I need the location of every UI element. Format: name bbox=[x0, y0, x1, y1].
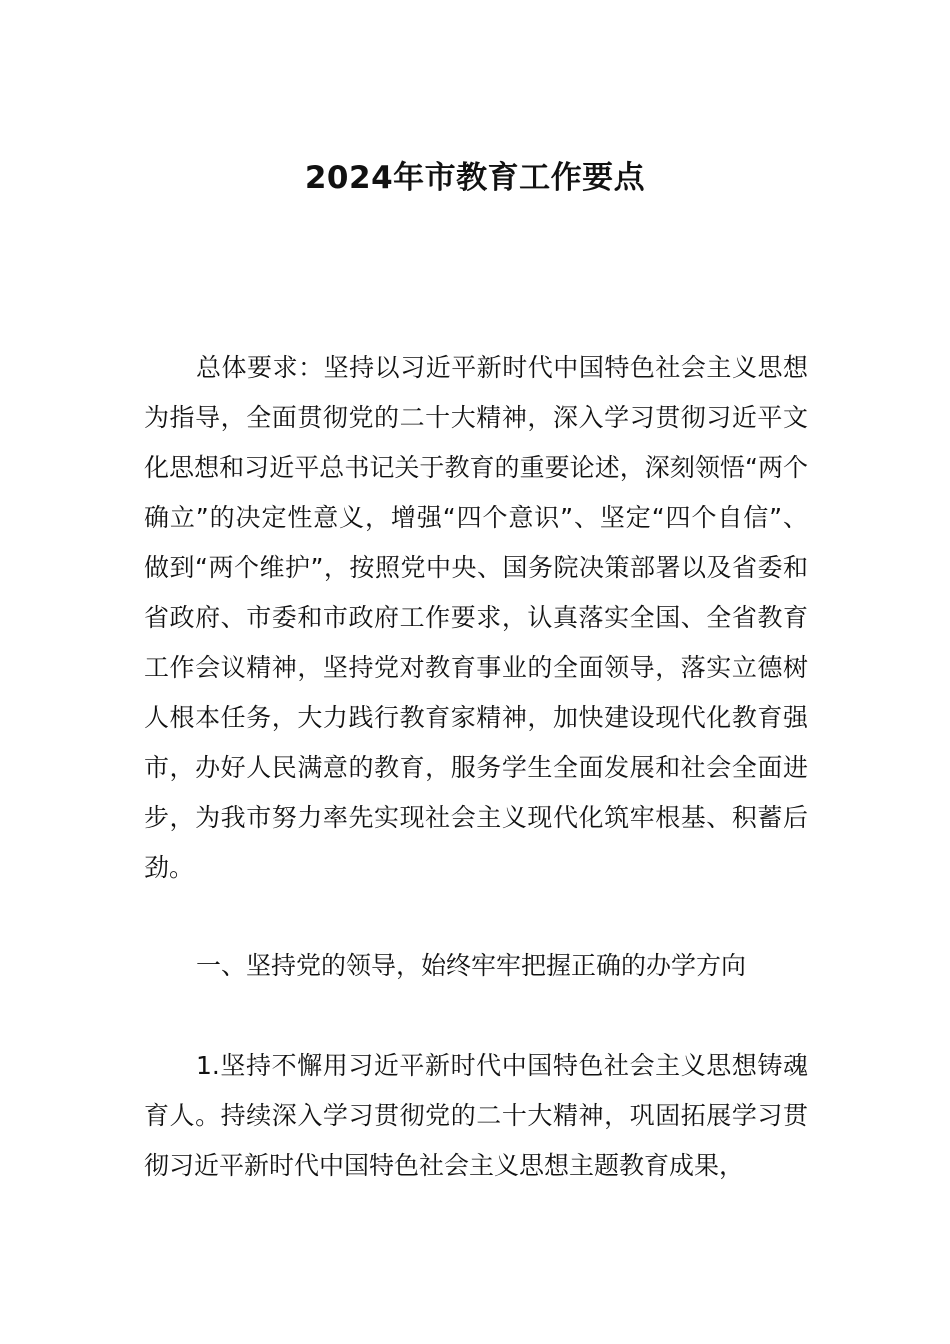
section-heading-1: 一、坚持党的领导，始终牢牢把握正确的办学方向 bbox=[196, 951, 747, 980]
item-paragraph-1: 1.坚持不懈用习近平新时代中国特色社会主义思想铸魂育人。持续深入学习贯彻党的二十大精神，巩固拓展学习贯彻习近平新时代中国特色社会主义思想主题教育成果， bbox=[144, 1051, 808, 1180]
intro-paragraph: 总体要求：坚持以习近平新时代中国特色社会主义思想为指导，全面贯彻党的二十大精神，深入学习贯彻习近平文化思想和习近平总书记关于教育的重要论述，深刻领悟“两个确立”的决定性意义，增强“四个意识”、坚定“四个自信”、做到“两个维护”，按照党中央、国务院决策部署以及省委和省政府、市委和市政府工作要求，认真落实全国、全省教育工作会议精神，坚持党对教育事业的全面领导，落实立德树人根本任务，大力践行教育家精神，加快建设现代化教育强市，办好人民满意的教育，服务学生全面发展和社会全面进步，为我市努力率先实现社会主义现代化筑牢根基、积蓄后劲。 bbox=[144, 353, 808, 882]
document-title: 2024年市教育工作要点 bbox=[304, 160, 646, 196]
